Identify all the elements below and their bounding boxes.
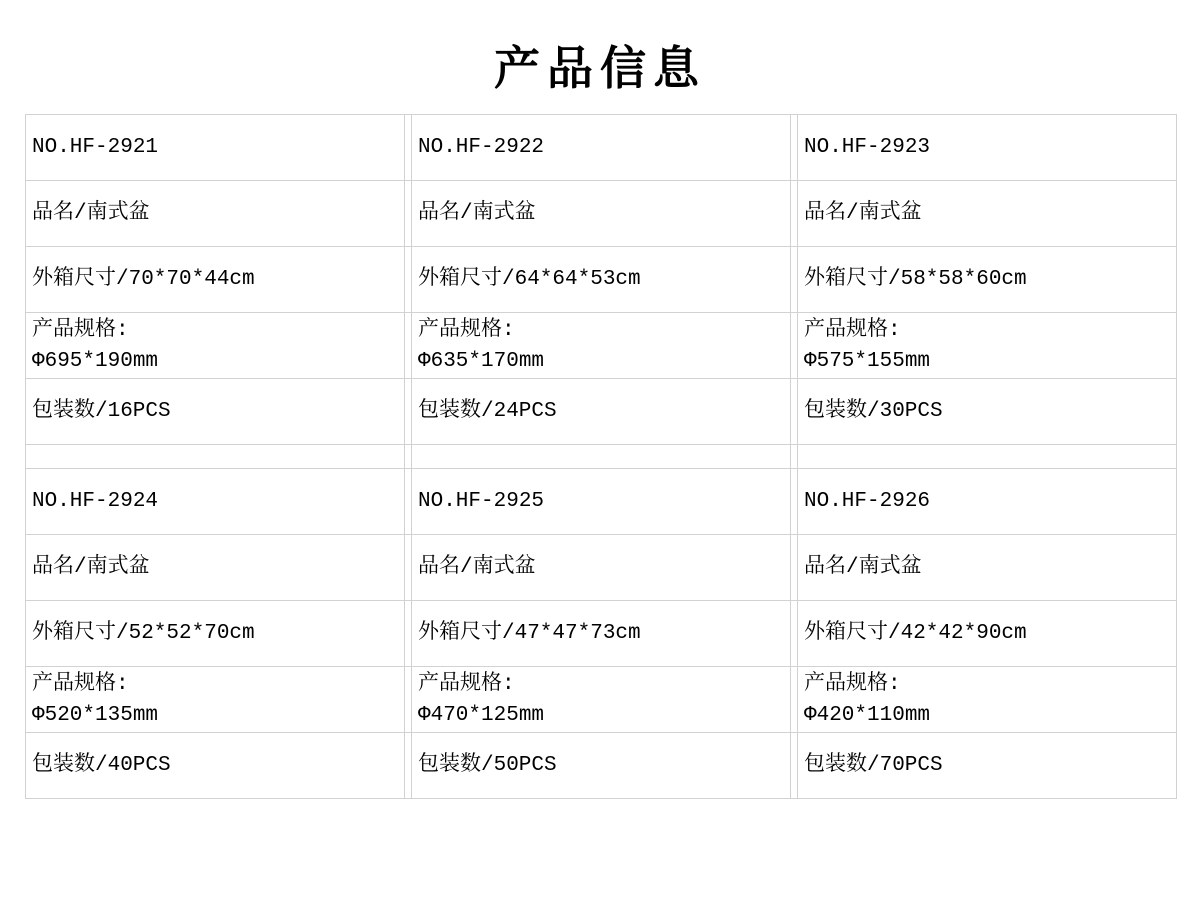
spacer-cell (791, 445, 798, 469)
pack-qty-cell: 包装数/40PCS (26, 733, 405, 799)
product-no-cell: NO.HF-2925 (412, 469, 791, 535)
product-info-table (25, 114, 1177, 799)
box-size-cell: 外箱尺寸/52*52*70cm (26, 601, 405, 667)
row-box-size (26, 247, 1177, 313)
pack-qty-cell: 包装数/24PCS (412, 379, 791, 445)
row-product-no (26, 469, 1177, 535)
gap-cell (791, 181, 798, 247)
pack-qty-cell: 包装数/30PCS (798, 379, 1177, 445)
gap-cell (405, 115, 412, 181)
spec-cell (798, 313, 1177, 379)
box-size-cell: 外箱尺寸/58*58*60cm (798, 247, 1177, 313)
box-size-cell: 外箱尺寸/64*64*53cm (412, 247, 791, 313)
gap-cell (791, 379, 798, 445)
gap-cell (791, 247, 798, 313)
spec-cell (26, 667, 405, 733)
product-no-cell: NO.HF-2922 (412, 115, 791, 181)
spec-value: Φ470*125mm (418, 703, 545, 727)
gap-cell (405, 181, 412, 247)
box-size-cell: 外箱尺寸/47*47*73cm (412, 601, 791, 667)
spec-value: Φ635*170mm (418, 349, 545, 373)
gap-cell (405, 313, 412, 379)
pack-qty-cell: 包装数/16PCS (26, 379, 405, 445)
box-size-cell: 外箱尺寸/42*42*90cm (798, 601, 1177, 667)
gap-cell (405, 733, 412, 799)
spec-value: Φ520*135mm (32, 703, 159, 727)
spec-label: 产品规格: (32, 318, 129, 342)
gap-cell (405, 535, 412, 601)
spec-label: 产品规格: (804, 318, 901, 342)
row-box-size (26, 601, 1177, 667)
row-pack-qty (26, 379, 1177, 445)
spec-value: Φ575*155mm (804, 349, 931, 373)
row-spec (26, 313, 1177, 379)
gap-cell (791, 601, 798, 667)
product-no-cell: NO.HF-2921 (26, 115, 405, 181)
spec-cell (798, 667, 1177, 733)
product-name-cell: 品名/南式盆 (26, 181, 405, 247)
gap-cell (791, 667, 798, 733)
spec-label: 产品规格: (418, 672, 515, 696)
spacer-cell (798, 445, 1177, 469)
gap-cell (791, 535, 798, 601)
gap-cell (405, 469, 412, 535)
spacer-cell (26, 445, 405, 469)
row-pack-qty (26, 733, 1177, 799)
product-name-cell: 品名/南式盆 (26, 535, 405, 601)
spec-cell (412, 667, 791, 733)
gap-cell (791, 313, 798, 379)
gap-cell (791, 733, 798, 799)
spec-label: 产品规格: (32, 672, 129, 696)
spec-value: Φ695*190mm (32, 349, 159, 373)
pack-qty-cell: 包装数/70PCS (798, 733, 1177, 799)
spacer-cell (405, 445, 412, 469)
product-no-cell: NO.HF-2923 (798, 115, 1177, 181)
spec-label: 产品规格: (418, 318, 515, 342)
row-product-name (26, 535, 1177, 601)
page-title: 产品信息 (494, 42, 706, 94)
product-name-cell: 品名/南式盆 (798, 181, 1177, 247)
spacer-row (26, 445, 1177, 469)
spec-label: 产品规格: (804, 672, 901, 696)
product-no-cell: NO.HF-2924 (26, 469, 405, 535)
product-name-cell: 品名/南式盆 (798, 535, 1177, 601)
spec-cell (26, 313, 405, 379)
pack-qty-cell: 包装数/50PCS (412, 733, 791, 799)
gap-cell (405, 247, 412, 313)
spec-cell (412, 313, 791, 379)
product-no-cell: NO.HF-2926 (798, 469, 1177, 535)
product-name-cell: 品名/南式盆 (412, 535, 791, 601)
gap-cell (405, 667, 412, 733)
spec-value: Φ420*110mm (804, 703, 931, 727)
row-spec (26, 667, 1177, 733)
gap-cell (405, 601, 412, 667)
gap-cell (405, 379, 412, 445)
gap-cell (791, 115, 798, 181)
row-product-no (26, 115, 1177, 181)
spacer-cell (412, 445, 791, 469)
gap-cell (791, 469, 798, 535)
product-name-cell: 品名/南式盆 (412, 181, 791, 247)
row-product-name (26, 181, 1177, 247)
box-size-cell: 外箱尺寸/70*70*44cm (26, 247, 405, 313)
